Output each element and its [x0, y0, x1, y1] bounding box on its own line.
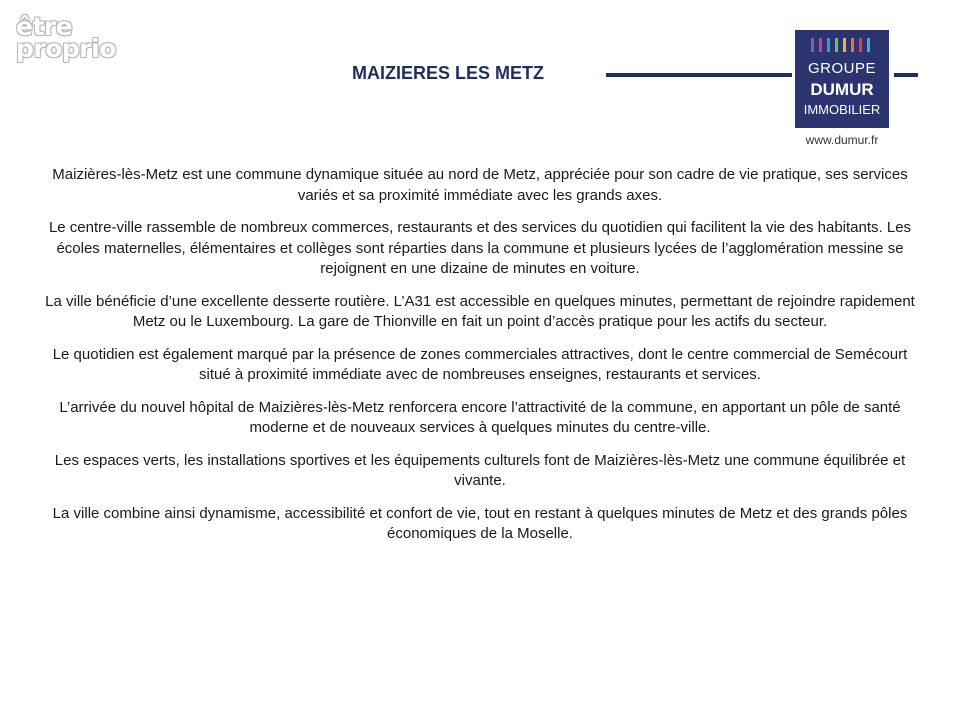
paragraph: Maizières-lès-Metz est une commune dynamique située au nord de Metz, appréciée pour son cadre de vie pratique, ses services variés et sa proximité immédiate avec les grands axes. — [52, 166, 908, 204]
paragraph: La ville bénéficie d’une excellente desserte routière. L’A31 est accessible en quelques minutes, permettant de rejoindre rapidement Metz ou le Luxembourg. La gare de Thionville en fait un point d’accès pratique pour les actifs du secteur. — [45, 292, 915, 330]
watermark-line-1: être — [16, 12, 73, 41]
page-title: MAIZIERES LES METZ — [352, 63, 545, 83]
title-rule-left — [606, 73, 792, 77]
logo-color-bars — [811, 38, 875, 52]
title-rule-right — [894, 73, 918, 77]
paragraph: Les espaces verts, les installations sportives et les équipements culturels font de Maizières-lès-Metz une commune équilibrée et vivante. — [54, 451, 906, 489]
paragraph: Le quotidien est également marqué par la présence de zones commerciales attractives, dont le centre commercial de Semécourt situé à proximité immédiate avec de nombreuses enseignes, restaurants et services. — [52, 345, 908, 383]
logo-text-dumur: DUMUR — [810, 80, 874, 99]
paragraph: Le centre-ville rassemble de nombreux commerces, restaurants et des services du quotidien qui facilitent la vie des habitants. Les écoles maternelles, élémentaires et collèges sont réparties dans la commune et plusieurs lycées de l’agglomération messine se rejoignent en une dizaine de minutes en voiture. — [48, 219, 912, 277]
paragraph: L’arrivée du nouvel hôpital de Maizières-lès-Metz renforcera encore l’attractivité de la commune, en apportant un pôle de santé moderne et de nouveaux services à quelques minutes du centre-ville. — [59, 398, 901, 436]
logo-bar — [843, 38, 846, 52]
logo-website: www.dumur.fr — [805, 133, 879, 147]
logo-bar — [835, 38, 838, 52]
groupe-dumur-logo — [795, 30, 889, 128]
logo-bar — [819, 38, 822, 52]
logo-bar — [859, 38, 862, 52]
paragraph: La ville combine ainsi dynamisme, accessibilité et confort de vie, tout en restant à quelques minutes de Metz et des grands pôles économiques de la Moselle. — [52, 504, 908, 542]
logo-text-groupe: GROUPE — [807, 60, 876, 77]
logo-text-immobilier: IMMOBILIER — [803, 102, 881, 117]
description-text — [38, 165, 922, 557]
etre-proprio-watermark — [16, 12, 116, 63]
watermark-line-2: proprio — [16, 34, 116, 63]
logo-bar — [811, 38, 814, 52]
logo-bar — [867, 38, 870, 52]
logo-bar — [851, 38, 854, 52]
logo-bar — [827, 38, 830, 52]
